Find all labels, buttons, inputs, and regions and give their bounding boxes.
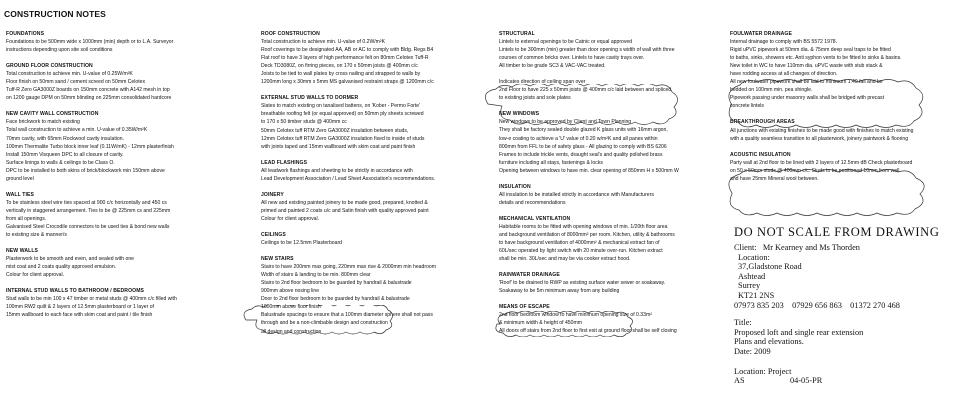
note-section-title: NEW WALLS bbox=[6, 248, 39, 255]
note-line: 100mm RW2 quilt & 2 layers of 12.5mm plasterboard or 1 layer of bbox=[6, 304, 154, 311]
note-section-title: CEILINGS bbox=[261, 231, 286, 238]
note-line: & minimum width & height of 450mm bbox=[499, 320, 582, 327]
note-section bbox=[261, 94, 489, 150]
note-line: Internal drainage to comply with BS 5572 1978. bbox=[730, 39, 838, 46]
note-line: They shall be factory sealed double glazed K glass units with 16mm argon, bbox=[499, 127, 668, 134]
note-line: Ceilings to be 12.5mm Plasterboard bbox=[261, 240, 342, 247]
notes-column-1 bbox=[6, 30, 234, 327]
note-section-title: RAINWATER DRAINAGE bbox=[499, 272, 560, 279]
note-line: Total construction to achieve min. U-value of 0.25W/m²K bbox=[6, 71, 133, 78]
note-line: Balustrade spacings to ensure that a 100mm diameter sphere shall not pass bbox=[261, 312, 433, 319]
address-line-1: 37,Gladstone Road bbox=[738, 262, 802, 272]
note-section bbox=[499, 183, 724, 207]
note-line: All new and existing painted joinery to be made good, prepared, knotted & bbox=[261, 199, 428, 206]
note-line: New windows to be approved by Client and Town Planning bbox=[499, 119, 632, 126]
note-line: details and recommendations bbox=[499, 199, 566, 206]
note-line: to have background ventilation of 4000mm² & mechanical extract fan of bbox=[499, 240, 660, 247]
note-line: 60L/sec operated by light switch with 20 minute over-run. Kitchen extract bbox=[499, 248, 663, 255]
note-line: Stairs to have 200mm max going, 220mm max rise & 2000mm min headroom bbox=[261, 264, 436, 271]
note-line: primed and painted 2 coats u/c and Satin finish with quality approved paint bbox=[261, 207, 429, 214]
note-line: All insulation to be installed strictly in accordance with Manufacturers bbox=[499, 191, 654, 198]
note-line: to 170 x 50 timber studs @ 400mm cc bbox=[261, 119, 347, 126]
note-line: Width of stairs & landing to be min. 800mm clear bbox=[261, 272, 371, 279]
note-line: bedded on 100mm min. pea shingle. bbox=[730, 87, 813, 94]
note-section bbox=[6, 110, 234, 182]
do-not-scale-warning: DO NOT SCALE FROM DRAWING bbox=[734, 225, 940, 239]
note-line: concrete lintels bbox=[730, 103, 764, 110]
note-section bbox=[499, 30, 724, 70]
note-section bbox=[499, 78, 724, 102]
note-section-title: EXTERNAL STUD WALLS TO DORMER bbox=[261, 95, 359, 102]
note-section bbox=[261, 159, 489, 183]
note-line: Party wall at 2nd floor to be lined with 2 layers of 12.5mm dB Check plasterboard bbox=[730, 159, 913, 166]
note-line: Foundations to be 500mm wide x 1000mm (min) depth or to L.A. Surveyor bbox=[6, 39, 174, 46]
note-line: Surface linings to walls & ceilings to be Class O. bbox=[6, 159, 115, 166]
note-section bbox=[6, 62, 234, 102]
note-line: courses of common bricks over. Lintels to have cavity trays over. bbox=[499, 55, 645, 62]
phone-numbers: 07973 835 203 07929 656 863 01372 270 468 bbox=[734, 300, 900, 310]
note-line: Floor finish on 50mm sand / cement screed on 50mm Celotex bbox=[6, 79, 146, 86]
note-section-title: STRUCTURAL bbox=[499, 31, 535, 37]
note-line: Pipework passing under masonry walls shall be bridged with precast bbox=[730, 95, 885, 102]
note-section bbox=[261, 255, 489, 335]
note-line: 70mm cavity, with 65mm Rockwool cavity insulation. bbox=[6, 135, 124, 142]
note-section-title: NEW STAIRS bbox=[261, 256, 294, 263]
note-line: 900mm above nosing line bbox=[261, 288, 320, 295]
note-line: Soakaway to be 5m minimum away from any building bbox=[499, 288, 620, 295]
note-section bbox=[6, 247, 234, 279]
note-line: from all openings. bbox=[6, 215, 47, 222]
note-line: furniture including all stays, fastenings & locks bbox=[499, 159, 603, 166]
note-line: Total construction to achieve min. U-value of 0.2W/m²K bbox=[261, 39, 385, 46]
client-row bbox=[734, 243, 958, 253]
note-section-title: WALL TIES bbox=[6, 191, 34, 198]
note-line: Flat roof to have 3 layers of high performance felt on 80mm Celotex Tuff-R bbox=[261, 55, 429, 62]
note-section bbox=[499, 303, 724, 335]
note-line: DPC to be installed to both skins of brick/blockwork min 150mm above bbox=[6, 167, 165, 174]
note-line: to existing size & manner/s bbox=[6, 232, 67, 239]
note-line: mist coat and 2 coats quality approved emulsion. bbox=[6, 264, 117, 271]
note-line: 1000mm above floor finish bbox=[261, 304, 321, 311]
note-line: low-e coating to achieve a 'U' value of 0.20 w/m²K and all panes within bbox=[499, 135, 658, 142]
note-line: to baths, sinks, showers etc. Anti syphon vents to be fitted to sinks & basins. bbox=[730, 55, 902, 62]
location-label: Location: bbox=[738, 252, 770, 262]
note-line: Rigid uPVC pipework at 50mm dia. & 75mm deep seal traps to be fitted bbox=[730, 47, 891, 54]
note-line: Frames to include trickle vents, draught seal's and quality polished brass bbox=[499, 151, 663, 158]
drawing-title-label: Title: bbox=[734, 318, 752, 328]
note-line: instructions depending upon site soil conditions bbox=[6, 47, 113, 54]
drawing-number: 04-05-PR bbox=[790, 376, 823, 386]
note-line: Opening between windows to have min. clear opening of 850mm H x 500mm W bbox=[499, 167, 679, 174]
note-line: on 1200 gauge DPM on 50mm blinding on 225mm consolidated hardcore bbox=[6, 95, 172, 102]
note-line: Door to 2nd floor bedroom to be guarded by handrail & balustrade bbox=[261, 296, 410, 303]
drawing-ref-row bbox=[734, 376, 958, 386]
note-section-title: INTERNAL STUD WALLS TO BATHROOM / BEDROOMS bbox=[6, 288, 145, 295]
client-name: Mr Kearney and Ms Thorden bbox=[762, 243, 860, 252]
note-line: Install 150mm Visqueen DPC to all closure of cavity. bbox=[6, 151, 124, 158]
note-line: and background ventilation of 8000mm² per room. Kitchen, utility & bathrooms bbox=[499, 231, 675, 238]
note-line: Colour for client approval. bbox=[261, 215, 320, 222]
note-section bbox=[730, 118, 958, 142]
note-line: Galvanised Steel Crocodile connectors to be used ties & bond new walls bbox=[6, 223, 170, 230]
note-line: All timber to be grade SC3 & VAC-VAC treated. bbox=[499, 63, 606, 70]
drawing-date: Date: 2009 bbox=[734, 346, 771, 356]
note-line: 2nd floor bedroom window to have minimum opening size of 0.33m² bbox=[499, 312, 652, 319]
note-line: have rodding access at all changes of direction. bbox=[730, 71, 838, 78]
note-section-title: MEANS OF ESCAPE bbox=[499, 304, 550, 311]
drawing-title-2: Plans and elevations. bbox=[734, 337, 804, 347]
note-section bbox=[499, 215, 724, 263]
note-line: vertically in staggered arrangement. Ties to be @ 225mm cs and 225mm bbox=[6, 207, 171, 214]
note-line: Joists to be tied to wall plates by cross nailing and strapped to walls by bbox=[261, 71, 421, 78]
note-line: with a quality seamless transition to all plasterwork, joinery paintwork & flooring bbox=[730, 135, 909, 142]
note-line: Habitable rooms to be fitted with opening windows of min. 1/20th floor area bbox=[499, 223, 668, 230]
note-section-title: GROUND FLOOR CONSTRUCTION bbox=[6, 63, 93, 70]
postcode: KT21 2NS bbox=[738, 290, 775, 300]
note-line: 'Roof' to be drained to RWP as existing surface water sewer or soakaway. bbox=[499, 280, 666, 287]
notes-column-2 bbox=[261, 30, 489, 344]
note-line: All new foulwater pipework shall be laid to minimum 1:40 fall and be bbox=[730, 79, 883, 86]
note-section-title: MECHANICAL VENTILATION bbox=[499, 215, 571, 222]
location-project: Location: Project bbox=[734, 366, 792, 376]
note-line: 100mm Thermalite Turbo block inner leaf (0.11W/mK) - 12mm plasterfinish bbox=[6, 143, 174, 150]
note-section bbox=[261, 231, 489, 247]
address-line-3: Surrey bbox=[738, 281, 761, 291]
note-section-title: NEW CAVITY WALL CONSTRUCTION bbox=[6, 111, 99, 118]
note-section bbox=[261, 30, 489, 86]
note-line: Face brickwork to match existing bbox=[6, 119, 80, 126]
note-line: Total wall construction to achieve a min. U-value of 0.35W/m²K bbox=[6, 127, 148, 134]
drawing-title-1: Proposed loft and single rear extension bbox=[734, 327, 864, 337]
note-line: 50mm Celotex tuff RTM Zero GA3000Z insulation between studs, bbox=[261, 127, 409, 134]
note-section bbox=[6, 287, 234, 319]
note-line: all design and construction bbox=[261, 328, 322, 335]
note-line: Stairs to 2nd floor bedroom to be guarded by handrail & balustrade bbox=[261, 280, 412, 287]
note-line: 2nd Floor to have 225 x 50mm joists @ 400mm c/c laid between and spliced bbox=[499, 87, 672, 94]
note-line: Indicates direction of ceiling span over bbox=[499, 79, 586, 86]
note-line: breathable roofing felt (or equal approved) on 50mm ply sheets screwed bbox=[261, 111, 424, 118]
note-section-title: INSULATION bbox=[499, 183, 531, 190]
note-line: Lintels to be 300mm (min) greater than door opening s width of wall with three bbox=[499, 47, 675, 54]
note-line: Plasterwork to be smooth and even, and sealed with one bbox=[6, 256, 134, 263]
note-section-title: FOUNDATIONS bbox=[6, 31, 45, 37]
note-line: 12mm Celotex tuff RTM Zero GA3000Z insulation fixed to inside of studs bbox=[261, 135, 425, 142]
note-line: All doors off stairs from 2nd floor to first exit at ground floor shall be self closing bbox=[499, 328, 677, 335]
note-section-title: LEAD FLASHINGS bbox=[261, 159, 308, 166]
address-line-2: Ashtead bbox=[738, 271, 766, 281]
note-line: Roof coverings to be designated AA, AB or AC to comply with Bldg. Regs B4 bbox=[261, 47, 434, 54]
note-section bbox=[6, 191, 234, 239]
note-line: on 50 x 50mm studs @ 400mm c/c. Studs to be positioned 10mm from wall bbox=[730, 167, 900, 174]
note-line: shall be min. 30L/sec and may be via cooker extract hood. bbox=[499, 256, 631, 263]
note-section bbox=[730, 151, 958, 183]
note-line: ground level bbox=[6, 175, 34, 182]
note-section bbox=[261, 191, 489, 223]
note-section-title: BREAKTHROUGH AREAS bbox=[730, 119, 795, 126]
note-line: with joints taped and 15mm wallboard with skim coat and paint finish bbox=[261, 143, 416, 150]
note-line: Slates to match existing on tanalised battens, on 'Kober - Permo Forte' bbox=[261, 103, 421, 110]
note-line: Stud walls to be min 100 x 47 timber or metal studs @ 400mm c/c filled with bbox=[6, 296, 177, 303]
note-line: Lead Development Association / Lead Sheet Association's recommendations. bbox=[261, 175, 436, 182]
notes-column-4 bbox=[730, 30, 958, 191]
note-line: 15mm wallboard to each face with skim coat and paint / tile finish bbox=[6, 312, 153, 319]
note-section-title: FOULWATER DRAINAGE bbox=[730, 31, 792, 37]
note-section bbox=[730, 30, 958, 110]
title-block bbox=[734, 225, 958, 386]
note-line: Deck TD3080Z, on firring pieces, on 170 x 50mm joists @ 400mm c/c bbox=[261, 63, 418, 70]
note-line: to existing joists and sole plates bbox=[499, 95, 571, 102]
note-section-title: JOINERY bbox=[261, 191, 284, 198]
note-line: through and be a non-climbable design and construction bbox=[261, 320, 388, 327]
note-line: 800mm from FFL to be of safety glass - All glazing to comply with BS 6206 bbox=[499, 143, 667, 150]
note-line: All leadwork flashings and sheeting to be strictly in accordance with bbox=[261, 167, 413, 174]
note-line: and have 25mm Mineral wool between. bbox=[730, 175, 819, 182]
note-line: All junctions with existing finishes to be made good with finishes to match existing bbox=[730, 127, 914, 134]
note-line: 1200mm long x 30mm x 5mm MS galvanised restraint straps @ 1200mm c/c bbox=[261, 79, 434, 86]
note-section-title: ACOUSTIC INSULATION bbox=[730, 151, 791, 158]
note-line: Tuff-R Zero GA3000Z boards on 150mm concrete with A142 mesh in top bbox=[6, 87, 170, 94]
drafter-initials: AS bbox=[734, 376, 745, 386]
notes-column-3 bbox=[499, 30, 724, 344]
note-line: To be stainless steel wire ties spaced at 900 c/c horizontally and 450 cs bbox=[6, 199, 167, 206]
note-line: Lintels to external openings to be Catnic or equal approved bbox=[499, 39, 633, 46]
note-section bbox=[499, 271, 724, 295]
note-section bbox=[6, 30, 234, 54]
page-title: CONSTRUCTION NOTES bbox=[4, 9, 106, 19]
note-line: Colour for client approval. bbox=[6, 272, 65, 279]
note-section bbox=[499, 110, 724, 174]
client-label: Client: bbox=[734, 243, 757, 252]
note-section-title: NEW WINDOWS bbox=[499, 111, 540, 118]
note-section-title: ROOF CONSTRUCTION bbox=[261, 31, 320, 37]
note-line: New toilet in WC to have 110mm dia. uPVC waste with stub stack & bbox=[730, 63, 883, 70]
